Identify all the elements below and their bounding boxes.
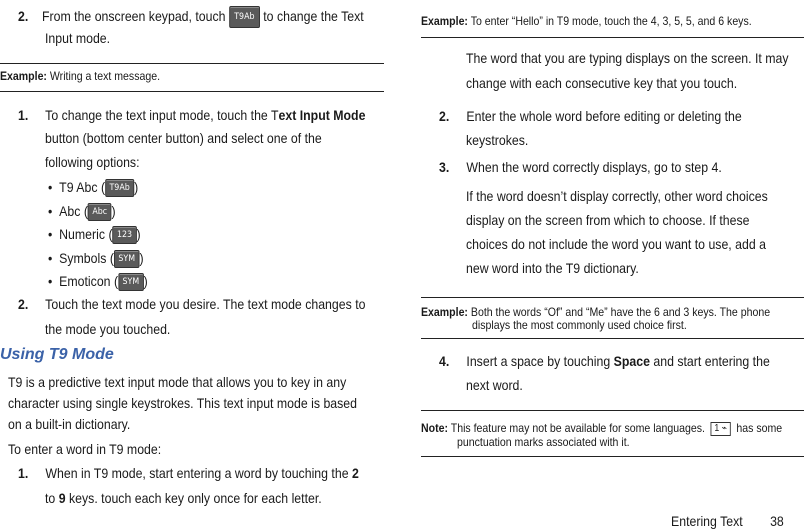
para1-line-2: character using single keystrokes. This text input mode is based [8, 395, 358, 411]
t9-mode-key-icon: T9Ab [229, 6, 260, 28]
note-text: has some [736, 421, 783, 435]
step-bold: ext Input Mode [278, 107, 366, 123]
option-emoticon: • Emoticon ( SYM ) [48, 269, 148, 293]
punctuation-key-icon: 1 ⌁ [711, 422, 731, 436]
step-number: 4. [439, 353, 450, 369]
r4-line-1 [439, 349, 770, 373]
symbols-key-icon: SYM [114, 250, 140, 268]
example-3-line-1 [421, 305, 770, 319]
r3-para-line-3: choices do not include the word you want to use, add a [466, 236, 766, 252]
example-text: To enter “Hello” in T9 mode, touch the 4, 3, 5, 5, and 6 keys. [470, 14, 752, 28]
para1-line-1: T9 is a predictive text input mode that allows you to key in any [8, 374, 347, 390]
abc-key-icon: Abc [88, 203, 112, 221]
option-symbols: • Symbols ( SYM ) [48, 246, 144, 270]
r3-line-1 [439, 155, 722, 179]
note-text: This feature may not be available for some languages. [450, 421, 705, 435]
para2: To enter a word in T9 mode: [8, 441, 162, 457]
divider [421, 410, 804, 411]
note-label: Note: [421, 421, 448, 435]
step-number: 3. [439, 159, 450, 175]
p1-line-1: The word that you are typing displays on the screen. It may [466, 50, 789, 66]
footer-section-title: Entering Text [671, 513, 743, 529]
s1-line-1 [18, 103, 365, 127]
divider [421, 37, 804, 38]
step-bold: Space [613, 353, 650, 369]
t1-line-1 [18, 461, 359, 485]
option-abc: • Abc ( Abc ) [48, 199, 116, 223]
r3-para-line-1: If the word doesn’t display correctly, other word choices [466, 188, 768, 204]
r3-para-line-2: display on the screen from which to choose. If these [466, 212, 750, 228]
example-1 [0, 69, 160, 83]
step-number: 1. [18, 107, 29, 123]
option-numeric: • Numeric ( 123 ) [48, 222, 141, 246]
divider [421, 456, 804, 457]
r2-line-1 [439, 104, 742, 128]
s1-line-2: button (bottom center button) and select one of the [45, 130, 322, 146]
example-label: Example: [421, 14, 468, 28]
p1-line-2: change with each consecutive key that you touch. [466, 75, 738, 91]
r2-line-2: keystrokes. [466, 132, 529, 148]
example-text: Writing a text message. [49, 69, 161, 83]
note-line-1 [421, 421, 782, 436]
step-text: When in T9 mode, start entering a word by touching the [45, 465, 349, 481]
divider [0, 91, 384, 92]
step-text: When the word correctly displays, go to step 4. [466, 159, 722, 175]
step-text: and start entering the [653, 353, 770, 369]
page-number: 38 [770, 513, 784, 529]
r4-line-2: next word. [466, 377, 523, 393]
s1-line-3: following options: [45, 154, 140, 170]
example-text: Both the words “Of” and “Me” have the 6 and 3 keys. The phone [470, 305, 771, 319]
divider [0, 63, 384, 64]
emoticon-key-icon: SYM [118, 273, 144, 291]
step-text: Insert a space by touching [466, 353, 611, 369]
example-label: Example: [421, 305, 468, 319]
step-text: to change the Text [263, 8, 364, 24]
step-2-line-2: Input mode. [45, 30, 111, 46]
s2-line-1 [18, 292, 365, 316]
step-text: Enter the whole word before editing or deleting the [466, 108, 742, 124]
divider [421, 297, 804, 298]
example-2 [421, 14, 752, 28]
step-number: 2. [18, 296, 29, 312]
step-2-line-1 [18, 4, 364, 28]
step-bold: 9 [58, 490, 66, 506]
example-label: Example: [0, 69, 47, 83]
numeric-key-icon: 123 [113, 226, 137, 244]
option-t9abc: • T9 Abc ( T9Ab ) [48, 175, 138, 199]
para1-line-3: on a built-in dictionary. [8, 416, 131, 432]
section-heading: Using T9 Mode [0, 346, 114, 363]
step-text: Touch the text mode you desire. The text mode changes to [45, 296, 366, 312]
step-number: 2. [18, 8, 29, 24]
divider [421, 338, 804, 339]
step-text: From the onscreen keypad, touch [41, 8, 226, 24]
r3-para-line-4: new word into the T9 dictionary. [466, 260, 639, 276]
t9abc-key-icon: T9Ab [105, 179, 134, 197]
step-number: 1. [18, 465, 29, 481]
example-3-line-2: displays the most commonly used choice first. [472, 318, 687, 332]
step-text: To change the text input mode, touch the T [45, 107, 279, 123]
footer [671, 513, 784, 529]
step-number: 2. [439, 108, 450, 124]
s2-line-2: the mode you touched. [45, 321, 171, 337]
note-line-2: punctuation marks associated with it. [457, 435, 630, 449]
t1-line-2: to 9 keys. touch each key only once for each letter. [45, 490, 322, 506]
step-bold: 2 [351, 465, 359, 481]
